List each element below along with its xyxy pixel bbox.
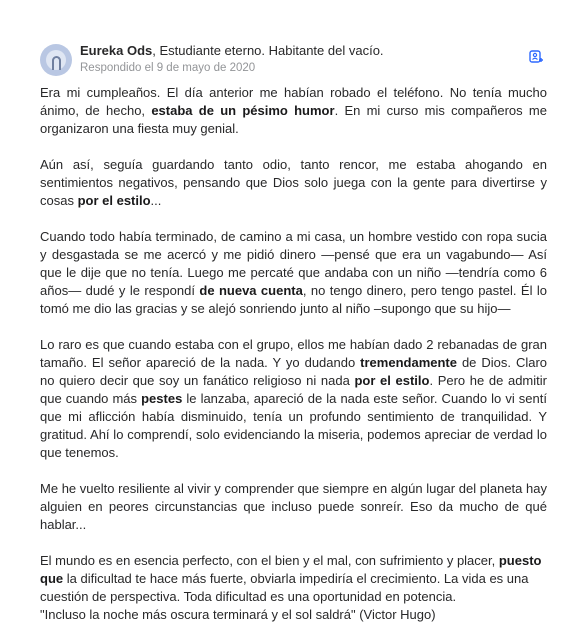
paragraph-2 <box>40 156 547 210</box>
paragraph-4 <box>40 336 547 462</box>
bold-text: estaba de un pésimo humor <box>151 103 335 118</box>
paragraph-text: Cuando todo había terminado, de camino a mi casa, un hombre vestido con ropa sucia y desgastada se me acercó y me pidió dinero —pensé que era un vagabundo— Así que le dije que no tenía. Luego me percaté que andaba con un niño —tendría como 6 años— dudé y le respondí <box>40 229 547 298</box>
paragraph-text: de Dios. Claro no quiero decir que soy un fanático religioso ni nada <box>40 355 548 388</box>
paragraph-3 <box>40 228 547 318</box>
author-name[interactable]: Eureka Ods <box>80 43 153 58</box>
paragraph-text: ... <box>150 193 162 208</box>
bold-text: tremendamente <box>360 355 457 370</box>
author-line <box>80 42 507 60</box>
bold-text: pestes <box>141 391 183 406</box>
bold-text: puesto que <box>40 553 542 586</box>
paragraph-text: Me he vuelto resiliente al vivir y comprender que siempre en algún lugar del planeta hay alguien en peores circunstancias que incluso puede sonreír. Eso da mucho de qué hablar... <box>40 481 547 532</box>
paragraph-text: Lo raro es que cuando estaba con el grupo, ellos me habían dado 2 rebanadas de gran tamaño. El señor apareció de la nada. Y yo dudando <box>40 337 547 370</box>
paragraph-6 <box>40 552 547 624</box>
paragraph-text: . En mi curso mis compañeros me organizaron una fiesta muy genial. <box>40 103 547 136</box>
avatar-mark <box>52 56 61 70</box>
paragraph-text: Aún así, seguía guardando tanto odio, tanto rencor, me estaba ahogando en sentimientos negativos, pensando que Dios solo juega con la gente para divertirse y cosas <box>40 157 547 208</box>
paragraph-1 <box>40 84 547 138</box>
paragraph-text: , no tengo dinero, pero tengo pastel. Él lo tomó me dio las gracias y se alejó sonriendo junto al niño –supongo que su hijo— <box>40 283 547 316</box>
paragraph-text: El mundo es en esencia perfecto, con el bien y el mal, con sufrimiento y placer, <box>40 553 499 568</box>
author-separator: , <box>152 43 160 58</box>
answer-content <box>40 84 547 624</box>
bold-text: por el estilo <box>354 373 430 388</box>
share-icon <box>528 49 544 65</box>
bold-text: por el estilo <box>77 193 151 208</box>
paragraph-5 <box>40 480 547 534</box>
author-credential: Estudiante eterno. Habitante del vacío. <box>159 43 384 58</box>
author-meta <box>80 42 507 77</box>
paragraph-text: la dificultad te hace más fuerte, obviarla impediría el crecimiento. La vida es una cuestión de perspectiva. Toda dificultad es una oportunidad en potencia. <box>40 571 529 604</box>
answer-header <box>40 42 547 82</box>
paragraph-text: le lanzaba, apareció de la nada este señor. Cuando lo vi sentí que mi aflicción había disminuido, tenía un profundo sentimiento de tranquilidad. Y gratitud. Ahí lo comprendí, solo evidenciando la miseria, podemos apreciar de verdad lo que tenemos. <box>40 391 547 460</box>
quote-text: "Incluso la noche más oscura terminará y el sol saldrá" (Victor Hugo) <box>40 607 436 622</box>
bold-text: de nueva cuenta <box>199 283 303 298</box>
answer-date[interactable]: Respondido el 9 de mayo de 2020 <box>80 62 256 74</box>
paragraph-text: . Pero he de admitir que cuando más <box>40 373 547 406</box>
share-button[interactable] <box>525 46 547 68</box>
user-avatar-icon[interactable] <box>40 44 72 76</box>
paragraph-text: Era mi cumpleaños. El día anterior me habían robado el teléfono. No tenía mucho ánimo, de hecho, <box>40 85 547 118</box>
